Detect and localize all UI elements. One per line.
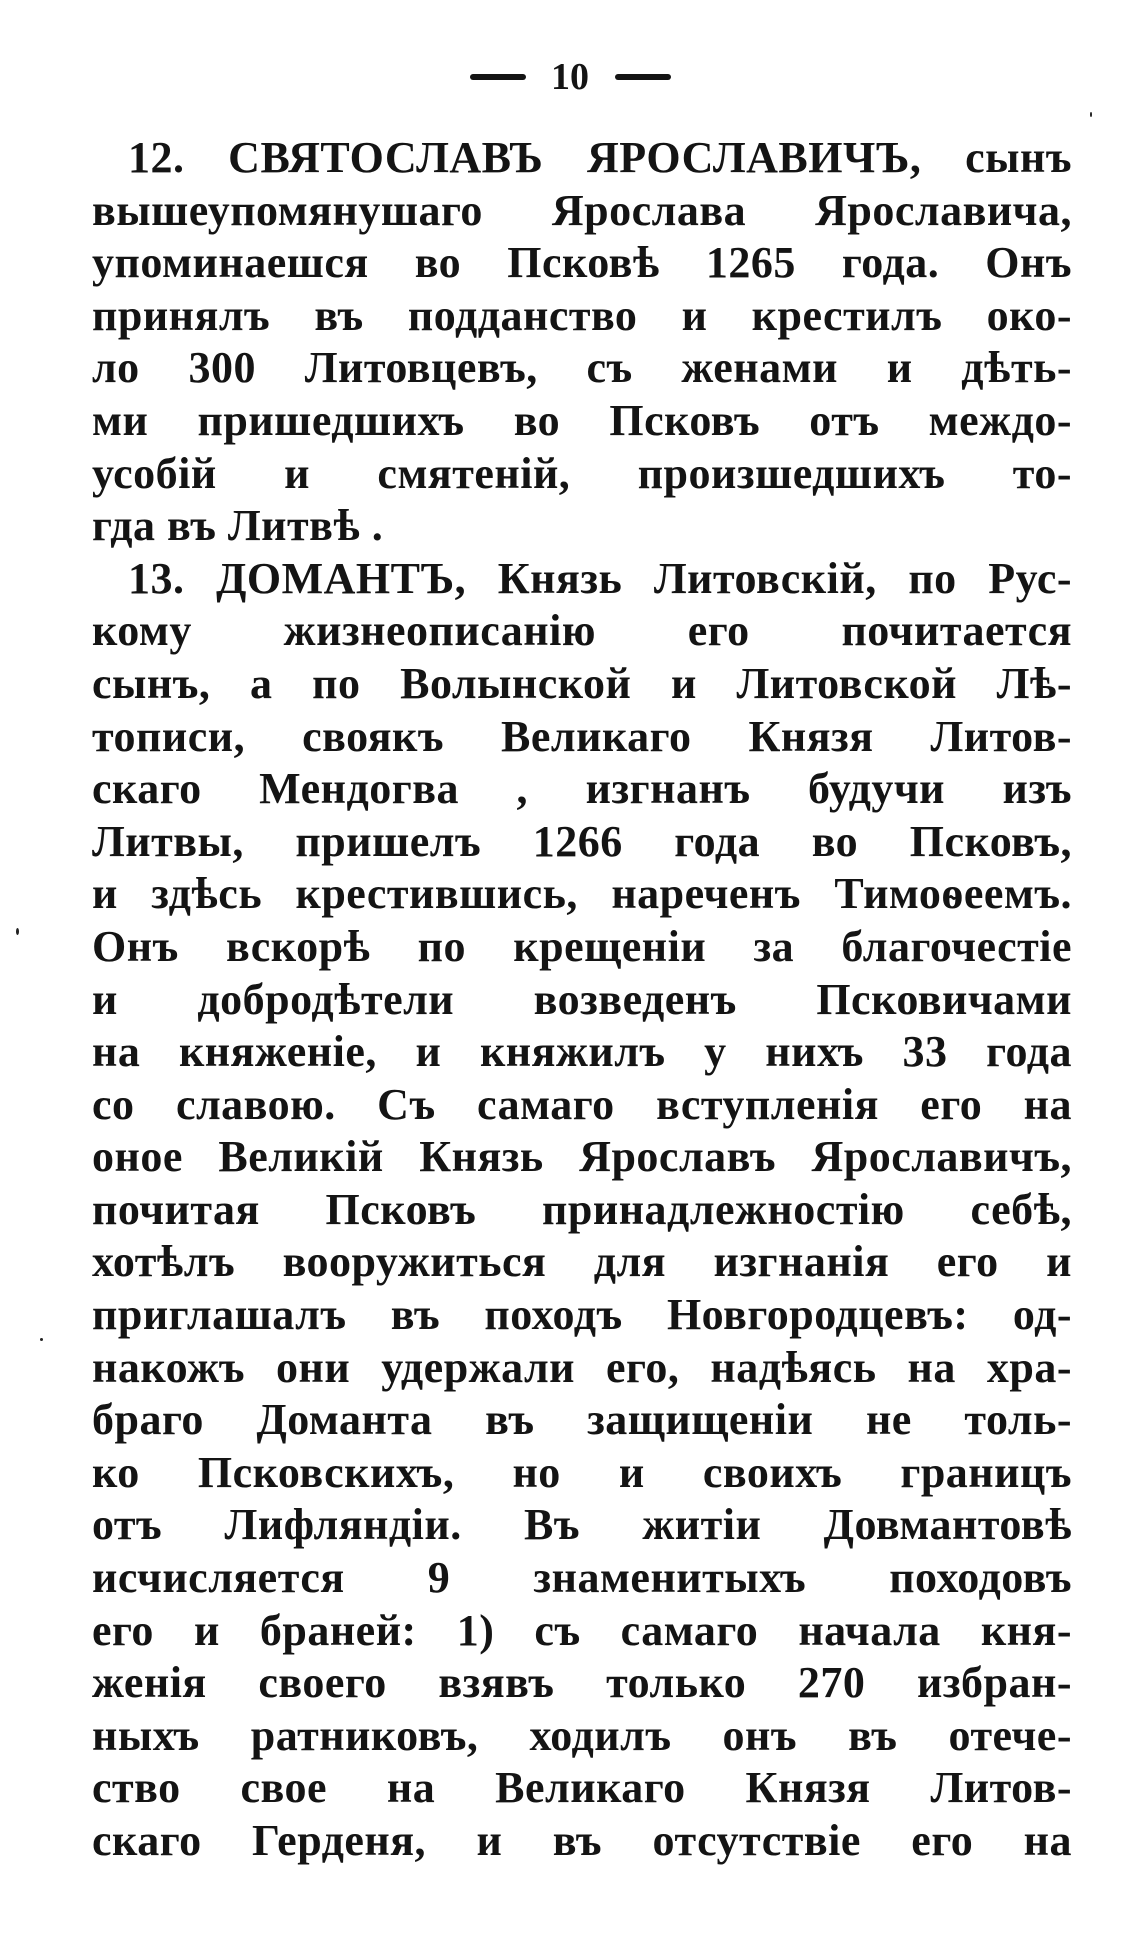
header-ornament-right	[615, 74, 671, 80]
scan-speck	[40, 1338, 43, 1341]
page-body	[92, 132, 1072, 1868]
text-line: браго Доманта въ защищеніи не толь-	[92, 1395, 1072, 1445]
header-ornament-left	[470, 74, 526, 80]
text-line: на княженіе, и княжилъ у нихъ 33 года	[92, 1027, 1072, 1077]
text-line: гда въ Литвѣ .	[92, 501, 384, 551]
text-line: 12. СВЯТОСЛАВЪ ЯРОСЛАВИЧЪ, сынъ	[128, 133, 1072, 182]
text-line: накожъ они удержали его, надѣясь на хра-	[92, 1342, 1072, 1392]
text-line: ми пришедшихъ во Псковъ отъ междо-	[92, 395, 1072, 445]
text-line: его и браней: 1) съ самаго начала кня-	[92, 1605, 1072, 1655]
text-line: почитая Псковъ принадлежностію себѣ,	[92, 1184, 1072, 1234]
text-line: сынъ, а по Волынской и Литовской Лѣ-	[92, 658, 1072, 708]
text-line: Литвы, пришелъ 1266 года во Псковъ,	[92, 816, 1072, 866]
text-line: скаго Мендогва , изгнанъ будучи изъ	[92, 764, 1072, 814]
page-header	[0, 48, 1140, 103]
text-line: ло 300 Литовцевъ, съ женами и дѣть-	[92, 343, 1072, 393]
page-number: 10	[551, 56, 589, 99]
text-line: тописи, своякъ Великаго Князя Литов-	[92, 711, 1072, 761]
text-line: ство свое на Великаго Князя Литов-	[92, 1763, 1072, 1813]
text-line: исчисляется 9 знаменитыхъ походовъ	[92, 1553, 1072, 1603]
text-line: и добродѣтели возведенъ Псковичами	[92, 974, 1072, 1024]
text-line: принялъ въ подданство и крестилъ око-	[92, 290, 1072, 340]
text-line: хотѣлъ вооружиться для изгнанія его и	[92, 1237, 1072, 1287]
text-line: упоминаешся во Псковѣ 1265 года. Онъ	[92, 238, 1072, 288]
text-line: приглашалъ въ походъ Новгородцевъ: од-	[92, 1290, 1072, 1340]
text-line: вышеупомянушаго Ярослава Ярославича,	[92, 185, 1072, 235]
text-line: усобій и смятеній, произшедшихъ то-	[92, 448, 1072, 498]
text-line: кому жизнеописанію его почитается	[92, 606, 1072, 656]
text-line: отъ Лифляндіи. Въ житіи Довмантовѣ	[92, 1500, 1072, 1550]
paragraph-domant	[92, 553, 1072, 1868]
text-line: со славою. Съ самаго вступленія его на	[92, 1079, 1072, 1129]
text-line: Онъ вскорѣ по крещеніи за благочестіе	[92, 921, 1072, 971]
text-line: 13. ДОМАНТЪ, Князь Литовскій, по Рус-	[128, 553, 1072, 603]
text-line: и здѣсь крестившись, нареченъ Тимоѳеемъ.	[92, 869, 1072, 919]
text-line: скаго Герденя, и въ отсутствіе его на	[92, 1816, 1072, 1865]
text-line: женія своего взявъ только 270 избран-	[92, 1658, 1072, 1708]
scan-speck	[1090, 112, 1092, 117]
scan-speck	[16, 928, 19, 935]
text-line: ныхъ ратниковъ, ходилъ онъ въ отече-	[92, 1710, 1072, 1760]
text-line: оное Великій Князь Ярославъ Ярославичъ,	[92, 1132, 1072, 1182]
text-line: ко Псковскихъ, но и своихъ границъ	[92, 1447, 1072, 1497]
paragraph-svyatoslav	[92, 132, 1072, 553]
